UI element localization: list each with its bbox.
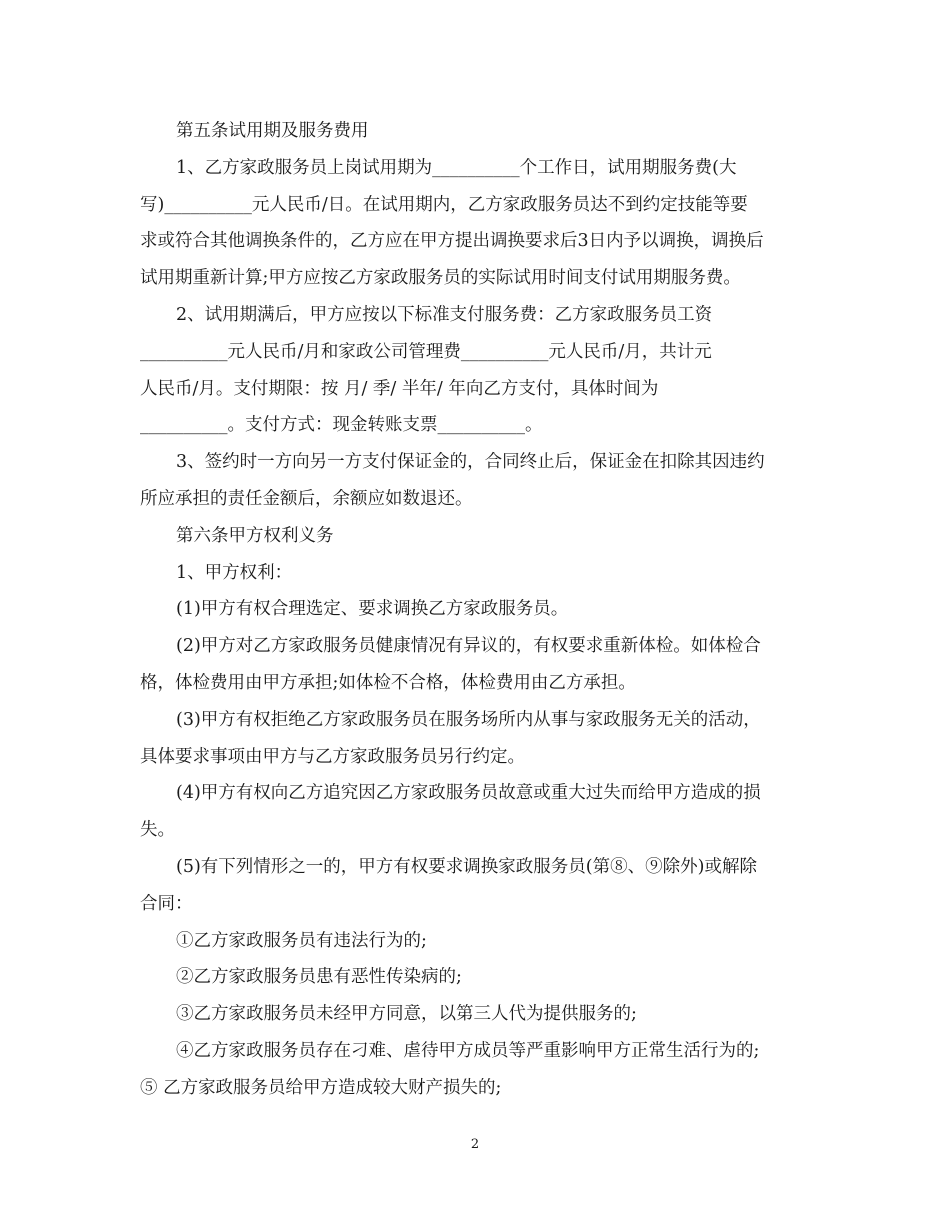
paragraph-case3 [140,996,804,1033]
paragraph-art6-right4 [140,775,804,849]
text-line: 1、甲方权利： [176,562,293,583]
text-line: 具体要求事项由甲方与乙方家政服务员另行约定。 [140,746,525,767]
paragraph-art6-heading [140,518,804,555]
paragraph-art5-item1 [140,150,804,297]
text-line: 写)__________元人民币/日。在试用期内，乙方家政服务员达不到约定技能等要 [140,194,748,215]
text-line: 求或符合其他调换条件的，乙方应在甲方提出调换要求后3日内予以调换，调换后 [140,231,764,252]
page-number: 2 [470,1137,480,1152]
text-line: 试用期重新计算;甲方应按乙方家政服务员的实际试用时间支付试用期服务费。 [140,268,741,289]
paragraph-art5-item2 [140,297,804,444]
document-body [140,113,804,1107]
text-line: __________。支付方式：现金转账支票__________。 [140,415,543,436]
paragraph-art6-right3 [140,702,804,776]
paragraph-art6-item1 [140,555,804,592]
text-line: 失。 [140,820,175,841]
paragraph-case2 [140,959,804,996]
text-line: 2、试用期满后，甲方应按以下标准支付服务费：乙方家政服务员工资 [176,304,713,325]
text-line: 第六条甲方权利义务 [176,525,334,546]
text-line: (5)有下列情形之一的，甲方有权要求调换家政服务员(第⑧、⑨除外)或解除 [176,856,757,877]
text-line: ④乙方家政服务员存在刁难、虐待甲方成员等严重影响甲方正常生活行为的; [176,1040,760,1061]
document-page [140,113,804,1107]
paragraph-case4 [140,1033,804,1107]
paragraph-art5-heading [140,113,804,150]
text-line: 人民币/月。支付期限：按 月/ 季/ 半年/ 年向乙方支付，具体时间为 [140,378,659,399]
text-line: 所应承担的责任金额后，余额应如数退还。 [140,488,473,509]
paragraph-art5-item3 [140,444,804,518]
paragraph-art6-right5 [140,849,804,923]
text-line: ③乙方家政服务员未经甲方同意，以第三人代为提供服务的; [176,1004,637,1025]
paragraph-art6-right2 [140,628,804,702]
text-line: 第五条试用期及服务费用 [176,121,369,141]
text-line: ②乙方家政服务员患有恶性传染病的; [176,967,462,988]
paragraph-art6-right1 [140,591,804,628]
text-line: ⑤ 乙方家政服务员给甲方造成较大财产损失的; [140,1077,502,1098]
paragraph-case1 [140,923,804,960]
text-line: (2)甲方对乙方家政服务员健康情况有异议的，有权要求重新体检。如体检合 [176,636,761,657]
text-line: 格，体检费用由甲方承担;如体检不合格，体检费用由乙方承担。 [140,672,636,693]
text-line: ①乙方家政服务员有违法行为的; [176,930,427,951]
text-line: 1、乙方家政服务员上岗试用期为__________个工作日，试用期服务费(大 [176,157,737,178]
text-line: 合同： [140,893,193,914]
text-line: (3)甲方有权拒绝乙方家政服务员在服务场所内从事与家政服务无关的活动， [176,709,761,730]
text-line: 3、签约时一方向另一方支付保证金的，合同终止后，保证金在扣除其因违约 [176,452,765,473]
text-line: (4)甲方有权向乙方追究因乙方家政服务员故意或重大过失而给甲方造成的损 [176,783,761,804]
text-line: (1)甲方有权合理选定、要求调换乙方家政服务员。 [176,599,569,620]
text-line: __________元人民币/月和家政公司管理费__________元人民币/月，共计元 [140,341,712,362]
